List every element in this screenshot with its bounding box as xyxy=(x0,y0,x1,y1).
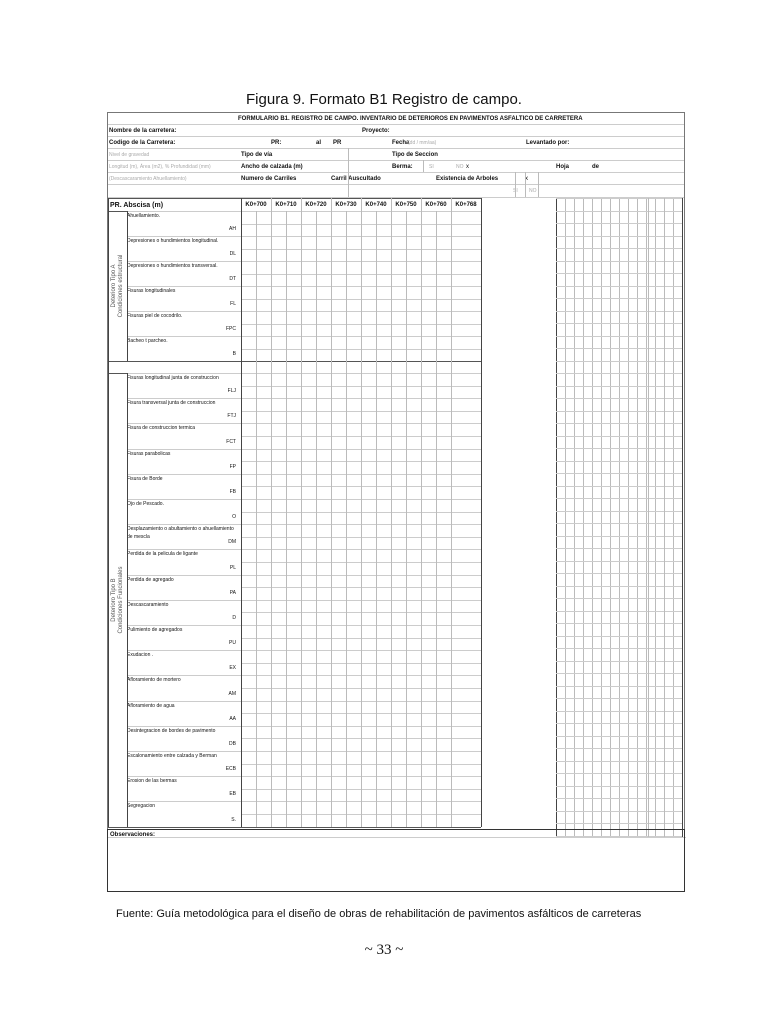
column-header: K0+700 xyxy=(245,202,267,208)
distress-name: Afloramiento de mortero xyxy=(127,677,181,684)
measure-label: Longitud (m), Área (m2), % Profundidad (mm) xyxy=(109,164,211,170)
distress-name: Fisuras piel de cocodrilo. xyxy=(127,313,183,319)
distress-code: FL xyxy=(230,301,236,307)
distress-name: Fisuras longitudinal junta de construccion xyxy=(127,375,219,381)
column-header: K0+760 xyxy=(425,202,447,208)
distress-code: DL xyxy=(229,251,236,257)
grid-cell[interactable] xyxy=(451,261,481,286)
type-label: (Descascaramiento Ahuellamiento) xyxy=(109,176,187,182)
distress-code: B xyxy=(232,351,236,357)
figure-title: Figura 9. Formato B1 Registro de campo. xyxy=(246,91,522,108)
distress-name: Depresiones o hundimientos transversal. xyxy=(127,263,218,269)
distress-row-label xyxy=(127,802,236,825)
column-header: K0+730 xyxy=(335,202,357,208)
distress-row-label xyxy=(127,601,236,624)
distress-row-label xyxy=(127,399,236,422)
distress-name: Desplazamiento o abultamiento o ahuellamiento de mescla xyxy=(127,526,234,541)
distress-code: FB xyxy=(229,488,236,495)
road-type-label: Tipo de vía xyxy=(241,152,273,158)
severity-label: Nivel de gravedad xyxy=(109,152,150,158)
distress-row-label xyxy=(127,626,236,649)
distress-row-label xyxy=(127,312,236,335)
distress-name: Ahuellamiento. xyxy=(127,213,161,219)
distress-name: Fisuras longitudinales xyxy=(127,288,176,294)
shoulder-label: Berma: xyxy=(392,164,413,170)
distress-code: AH xyxy=(229,226,236,232)
grid-cell[interactable] xyxy=(451,524,481,549)
distress-row-label xyxy=(127,752,236,775)
grid-cell[interactable] xyxy=(451,625,481,650)
distress-code: FTJ xyxy=(227,413,236,420)
form-title: FORMULARIO B1. REGISTRO DE CAMPO. INVENTARIO DE DETERIOROS EN PAVIMENTOS ASFALTICO DE CARRETERA xyxy=(238,116,583,122)
distress-code: DT xyxy=(229,276,236,282)
distress-name: Perdida de la pelicula de ligante xyxy=(127,551,198,558)
grid-cell[interactable] xyxy=(451,398,481,423)
observations-label: Observaciones: xyxy=(110,832,156,838)
observations-box[interactable] xyxy=(107,829,685,892)
distress-name: Erosion de las bermas xyxy=(127,778,177,785)
distress-code: EB xyxy=(229,791,236,798)
grid-cell[interactable] xyxy=(451,549,481,574)
sheet-label: Hoja xyxy=(556,164,570,170)
section-b-label xyxy=(111,373,125,827)
distress-row-label xyxy=(127,702,236,725)
grid-cell[interactable] xyxy=(451,776,481,801)
distress-name: Segregacion xyxy=(127,803,156,810)
distress-row-label xyxy=(127,676,236,699)
lane-surveyed-label: Carril Auscultado xyxy=(331,176,381,182)
distress-name: Fisuras parabolicas xyxy=(127,450,171,457)
grid-cell[interactable] xyxy=(451,575,481,600)
project-label: Proyecto: xyxy=(362,128,390,134)
distress-name: Afloramiento de agua xyxy=(127,702,175,709)
distress-row-label xyxy=(127,550,236,573)
distress-row-label xyxy=(127,500,236,523)
grid-cell[interactable] xyxy=(451,801,481,826)
section-a-label xyxy=(111,211,125,361)
field-form xyxy=(107,112,685,830)
section-a-title: Deterioro Tipo A xyxy=(110,264,117,308)
section-b-title: Deterioro Tipo B xyxy=(110,578,117,622)
page-number: ~ 33 ~ xyxy=(364,942,404,958)
abscissa-label: PR. Abscisa (m) xyxy=(110,202,164,209)
distress-code: FP xyxy=(229,463,236,470)
trees-no: NO xyxy=(529,188,537,194)
grid-cell[interactable] xyxy=(451,311,481,336)
date-hint: (dd / mm/aa) xyxy=(408,140,437,146)
distress-code: FPC xyxy=(226,326,236,332)
column-header: K0+710 xyxy=(275,202,297,208)
distress-name: Pulimiento de agregados xyxy=(127,627,183,633)
distress-code: ECB xyxy=(225,766,236,773)
distress-code: FLJ xyxy=(227,388,236,395)
distress-code: DM xyxy=(228,539,236,546)
distress-row-label xyxy=(127,337,236,360)
column-header: K0+740 xyxy=(365,202,387,208)
column-header: K0+750 xyxy=(395,202,417,208)
distress-row-label xyxy=(127,525,236,548)
grid-cell[interactable] xyxy=(451,726,481,751)
grid-cell[interactable] xyxy=(451,675,481,700)
distress-row-label xyxy=(127,651,236,674)
distress-row-label xyxy=(127,450,236,473)
distress-code: PU xyxy=(229,640,236,647)
grid-cell[interactable] xyxy=(451,423,481,448)
trees-label: Existencia de Arboles xyxy=(436,176,499,182)
distress-code: PL xyxy=(229,564,236,571)
distress-name: Escalonamiento entre calzada y Berman xyxy=(127,753,217,759)
grid-cell[interactable] xyxy=(451,600,481,625)
distress-code: PA xyxy=(229,589,236,596)
distress-row-label xyxy=(127,777,236,800)
grid-cell[interactable] xyxy=(451,236,481,261)
distress-name: Fisura de construccion termica xyxy=(127,425,196,432)
distress-row-label xyxy=(127,262,236,285)
distress-row-label xyxy=(127,374,236,397)
shoulder-yes: SI xyxy=(429,164,434,170)
distress-code: S. xyxy=(231,816,236,823)
distress-code: AM xyxy=(228,690,236,697)
distress-name: Perdida de agregado xyxy=(127,576,174,583)
grid-cell[interactable] xyxy=(451,650,481,675)
distress-name: Depresiones o hundimientos longitudinal. xyxy=(127,238,219,244)
shoulder-no: NO xyxy=(456,164,464,170)
section-type-label: Tipo de Seccion xyxy=(392,152,438,158)
distress-code: O xyxy=(232,514,236,521)
pr-to-label: al xyxy=(316,140,322,146)
distress-row-label xyxy=(127,212,236,235)
distress-row-label xyxy=(127,237,236,260)
pr-end-label: PR xyxy=(333,140,342,146)
distress-code: EX xyxy=(229,665,236,672)
width-label: Ancho de calzada (m) xyxy=(241,164,303,170)
distress-name: Desintegracion de bordes de pavimento xyxy=(127,727,216,734)
grid-cell[interactable] xyxy=(451,474,481,499)
distress-row-label xyxy=(127,287,236,310)
road-name-label: Nombre de la carretera: xyxy=(109,128,177,134)
road-code-label: Codigo de la Carretera: xyxy=(109,140,176,146)
grid-cell[interactable] xyxy=(451,701,481,726)
section-a-subtitle: Condiciones estructural xyxy=(117,254,124,318)
distress-name: Descascaramiento xyxy=(127,601,169,608)
section-b-subtitle: Condiciones Funcionales xyxy=(117,566,124,634)
grid-cell[interactable] xyxy=(451,373,481,398)
distress-code: AA xyxy=(229,715,236,722)
grid-cell[interactable] xyxy=(451,336,481,361)
source-caption: Fuente: Guía metodológica para el diseño de obras de rehabilitación de pavimentos asfálticos de carreteras xyxy=(116,908,642,920)
distress-row-label xyxy=(127,576,236,599)
grid-cell[interactable] xyxy=(451,211,481,236)
distress-row-label xyxy=(127,424,236,447)
pr-start-label: PR: xyxy=(271,140,282,146)
column-header: K0+768 xyxy=(455,202,477,208)
surveyed-by-label: Levantado por: xyxy=(526,140,570,146)
distress-code: FCT xyxy=(226,438,236,445)
grid-cell[interactable] xyxy=(451,499,481,524)
distress-name: Exudacion . xyxy=(127,652,154,659)
trees-mark: x xyxy=(525,176,528,182)
grid-cell[interactable] xyxy=(451,286,481,311)
grid-cell[interactable] xyxy=(451,449,481,474)
grid-cell[interactable] xyxy=(451,751,481,776)
trees-yes: SI xyxy=(513,188,518,194)
distress-code: DB xyxy=(229,740,236,747)
date-label: Fecha xyxy=(392,140,410,146)
shoulder-mark: x xyxy=(466,164,469,170)
distress-name: Bacheo t parcheo. xyxy=(127,338,168,344)
distress-name: Fisura transversal junta de construccion xyxy=(127,400,216,407)
distress-name: Fisura de Borde xyxy=(127,475,163,482)
distress-code: D xyxy=(232,614,236,621)
distress-name: Ojo de Pescado. xyxy=(127,501,164,507)
of-label: de xyxy=(592,164,600,170)
distress-row-label xyxy=(127,475,236,498)
lanes-label: Numero de Carriles xyxy=(241,176,297,182)
column-header: K0+720 xyxy=(305,202,327,208)
distress-row-label xyxy=(127,727,236,750)
